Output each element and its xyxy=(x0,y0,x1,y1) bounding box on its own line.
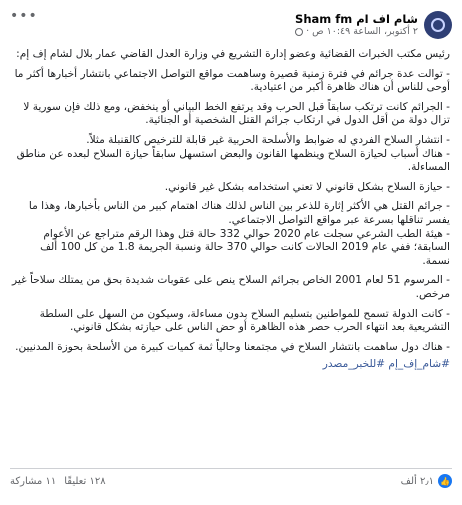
post-paragraph: - حيازة السلاح بشكل قانوني لا تعني استخدامه بشكل غير قانوني. xyxy=(164,180,450,193)
post-paragraph: - توالت عدة جرائم في فترة زمنية قصيرة وساهمت مواقع التواصل الاجتماعي بانتشار أخبارها أكثر ما أوحى للناس أن هناك ظاهرة أكبر من اعتيادية. xyxy=(14,67,450,94)
post-meta xyxy=(295,12,418,38)
post-paragraph: - المرسوم 51 لعام 2001 الخاص بجرائم السلاح ينص على عقوبات شديدة بحق من يمتلك سلاحاً غير مرخص. xyxy=(12,274,450,300)
post-paragraph: - كانت الدولة تسمح للمواطنين بتسليم السلاح بدون مساءلة، وسيكون من السهل على السلطة التشريعية بعد انتهاء الحرب حصر هذه الظاهرة أو حض الناس على حيازته بشكل قانوني. xyxy=(39,307,450,334)
hashtag-links[interactable]: #شام_إف_إم #للخبر_مصدر xyxy=(322,358,450,371)
reactions-summary[interactable] xyxy=(401,474,452,488)
avatar-logo-icon xyxy=(431,18,445,32)
post-body xyxy=(0,44,462,372)
post-paragraph: - انتشار السلاح الفردي له ضوابط والأسلحة الحربية غير قابلة للترخيص كالقنبلة مثلاً. - هناك أسباب لحيازة السلاح وينظمها القانون والبعض استسهل سابقاً حيازة السلاح لبعده عن مناطق المساءلة. xyxy=(16,133,450,174)
post-subline xyxy=(295,26,418,38)
reactions-count: ٢٫١ ألف xyxy=(400,475,434,487)
page-avatar[interactable] xyxy=(424,11,452,39)
post-paragraph: - الجرائم كانت ترتكب سابقاً قبل الحرب وقد يرتفع الخط البياني أو ينخفض، ومع ذلك فإن سورية لا تزال دولة من أقل الدول في ارتكاب جرائم القتل الشخصية أو الجنائية. xyxy=(23,100,450,127)
page-name-link[interactable]: شام اف ام Sham fm xyxy=(295,12,418,26)
shares-count[interactable]: ١١ مشاركة xyxy=(10,475,57,487)
post-paragraph: - هناك دول ساهمت بانتشار السلاح في مجتمعنا وحالياً ثمة كميات كبيرة من الأسلحة بحوزة المدنيين. xyxy=(15,340,450,353)
footer-divider xyxy=(10,468,452,469)
post-paragraph: رئيس مكتب الخبرات القضائية وعضو إدارة التشريع في وزارة العدل القاضي عمار بلال لشام إف إم: xyxy=(16,48,450,60)
like-icon: 👍 xyxy=(438,474,452,488)
globe-icon xyxy=(295,28,303,36)
post-header xyxy=(0,0,462,44)
more-options-icon[interactable]: ••• xyxy=(10,8,38,24)
post-timestamp[interactable]: ٢ أكتوبر، الساعة ١٠:٤٩ ص · xyxy=(306,26,418,37)
engagement-stats xyxy=(10,476,106,487)
post-paragraph: - جرائم القتل هي الأكثر إثارة للذعر بين الناس لذلك هناك اهتمام كبير من الناس بأخبارها، وهذا ما يفسر تناقلها بسرعة عبر مواقع التواصل الاجتماعي. - هيئة الطب الشرعي سجلت عام 2020 حوالي 332 حالة قتل وهذا الرقم متراجع عن الأعوام السابقة؛ ففي عام 2019 الحالات كانت حوالي 370 حالة ونسبة الجريمة 1.8 من كل 100 ألف نسمة. xyxy=(28,200,450,267)
comments-count[interactable]: ١٢٨ تعليقًا xyxy=(64,475,106,487)
post-footer xyxy=(10,474,452,488)
